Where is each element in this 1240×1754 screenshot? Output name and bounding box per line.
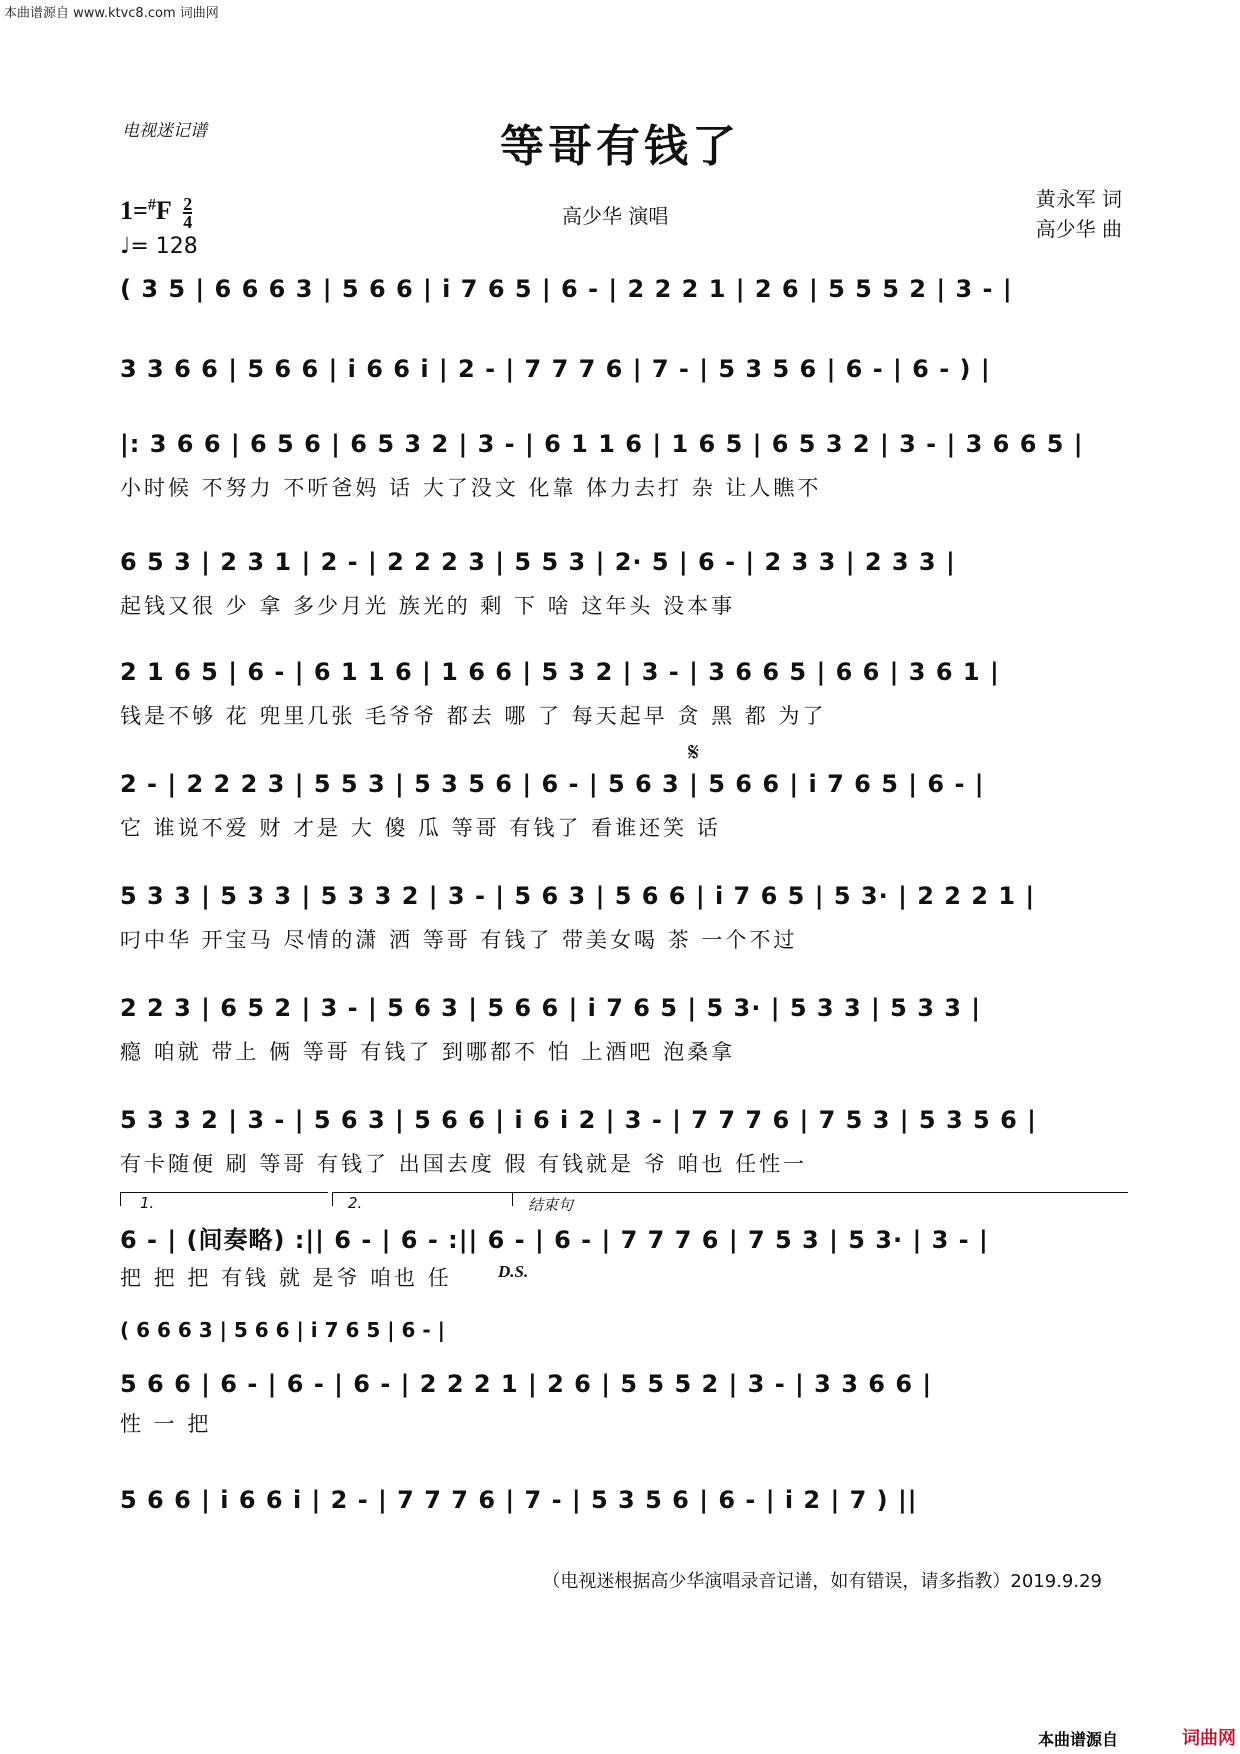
volta-2-bracket xyxy=(332,1192,512,1193)
bottom-watermark-logo: 词曲网 xyxy=(1182,1728,1236,1749)
credits-block xyxy=(1036,184,1122,244)
staff-row-12-notes: 5 6 6 | i 6 6 i | 2 - | 7 7 7 6 | 7 - | 5 3 5 6 | 6 - | i 2 | 7 ) || xyxy=(120,1486,918,1514)
staff-row-8-lyrics: 瘾 咱就 带上 俩 等哥 有钱了 到哪都不 怕 上酒吧 泡桑拿 xyxy=(120,1040,736,1064)
ending-left-edge xyxy=(512,1192,513,1206)
staff-row-9-lyrics: 有卡随便 刷 等哥 有钱了 出国去度 假 有钱就是 爷 咱也 任性一 xyxy=(120,1152,808,1176)
tempo-marking: ♩= 128 xyxy=(120,234,198,259)
staff-row-2-notes: 3 3 6 6 | 5 6 6 | i 6 6 i | 2 - | 7 7 7 6 | 7 - | 5 3 5 6 | 6 - | 6 - ) | xyxy=(120,355,991,383)
transcription-note: （电视迷根据高少华演唱录音记谱，如有错误，请多指教）2019.9.29 xyxy=(542,1571,1102,1592)
key-note: F xyxy=(155,196,171,225)
top-watermark: 本曲谱源自 www.ktvc8.com 词曲网 xyxy=(4,6,219,21)
time-signature xyxy=(183,194,193,233)
volta-2-label: 2. xyxy=(348,1194,363,1212)
staff-row-7-lyrics: 叼中华 开宝马 尽情的潇 洒 等哥 有钱了 带美女喝 茶 一个不过 xyxy=(120,928,798,952)
staff-row-11-lyrics: 性 一 把 xyxy=(120,1412,212,1436)
meter-bottom: 4 xyxy=(183,212,193,233)
ending-bracket xyxy=(512,1192,1128,1193)
staff-row-6-notes: 2 - | 2 2 2 3 | 5 5 3 | 5 3 5 6 | 6 - | 5 6 3 | 5 6 6 | i 7 6 5 | 6 - | xyxy=(120,770,985,798)
staff-row-3-notes: |: 3 6 6 | 6 5 6 | 6 5 3 2 | 3 - | 6 1 1 6 | 1 6 5 | 6 5 3 2 | 3 - | 3 6 6 5 | xyxy=(120,430,1084,458)
staff-row-6-lyrics: 它 谁说不爱 财 才是 大 傻 瓜 等哥 有钱了 看谁还笑 话 xyxy=(120,816,721,840)
staff-row-3-lyrics: 小时候 不努力 不听爸妈 话 大了没文 化靠 体力去打 杂 让人瞧不 xyxy=(120,476,822,500)
volta-1-left-edge xyxy=(120,1192,121,1206)
volta-1-label: 1. xyxy=(140,1194,155,1212)
sharp-sign: # xyxy=(147,196,156,214)
key-prefix: 1= xyxy=(120,196,148,225)
volta-2-left-edge xyxy=(332,1192,333,1206)
staff-row-7-notes: 5 3 3 | 5 3 3 | 5 3 3 2 | 3 - | 5 6 3 | 5 6 6 | i 7 6 5 | 5 3· | 2 2 2 1 | xyxy=(120,882,1036,910)
staff-row-1-notes: ( 3 5 | 6 6 6 3 | 5 6 6 | i 7 6 5 | 6 - | 2 2 2 1 | 2 6 | 5 5 5 2 | 3 - | xyxy=(120,275,1013,303)
meter-top: 2 xyxy=(183,194,193,215)
staff-row-11-notes: 5 6 6 | 6 - | 6 - | 6 - | 2 2 2 1 | 2 6 | 5 5 5 2 | 3 - | 3 3 6 6 | xyxy=(120,1370,933,1398)
staff-row-5-notes: 2 1 6 5 | 6 - | 6 1 1 6 | 1 6 6 | 5 3 2 | 3 - | 3 6 6 5 | 6 6 | 3 6 1 | xyxy=(120,658,1000,686)
segno-sign: 𝄋 xyxy=(688,738,700,768)
recorder-credit: 电视迷记谱 xyxy=(122,121,207,141)
staff-row-4-notes: 6 5 3 | 2 3 1 | 2 - | 2 2 2 3 | 5 5 3 | 2· 5 | 6 - | 2 3 3 | 2 3 3 | xyxy=(120,548,956,576)
staff-row-5-lyrics: 钱是不够 花 兜里几张 毛爷爷 都去 哪 了 每天起早 贪 黑 都 为了 xyxy=(120,704,827,728)
key-signature xyxy=(120,194,193,233)
staff-row-4-lyrics: 起钱又很 少 拿 多少月光 族光的 剩 下 啥 这年头 没本事 xyxy=(120,594,736,618)
lyricist-credit: 黄永军 词 xyxy=(1035,187,1122,211)
ending-label: 结束句 xyxy=(528,1196,574,1214)
singer-credit: 高少华 演唱 xyxy=(562,204,669,228)
staff-row-10-lyrics: 把 把 把 有钱 就 是爷 咱也 任 xyxy=(120,1266,452,1290)
interlude-upper-line: ( 6 6 6 3 | 5 6 6 | i 7 6 5 | 6 - | xyxy=(120,1318,445,1342)
song-title: 等哥有钱了 xyxy=(500,121,740,172)
composer-credit: 高少华 曲 xyxy=(1035,217,1122,241)
staff-row-10-notes: 6 - | (间奏略) :|| 6 - | 6 - :|| 6 - | 6 - | 7 7 7 6 | 7 5 3 | 5 3· | 3 - | xyxy=(120,1226,989,1254)
volta-1-bracket xyxy=(120,1192,328,1193)
staff-row-9-notes: 5 3 3 2 | 3 - | 5 6 3 | 5 6 6 | i 6 i 2 | 3 - | 7 7 7 6 | 7 5 3 | 5 3 5 6 | xyxy=(120,1106,1037,1134)
dal-segno-marking: D.S. xyxy=(498,1262,529,1281)
bottom-watermark-source: 本曲谱源自 xyxy=(1038,1730,1119,1749)
staff-row-8-notes: 2 2 3 | 6 5 2 | 3 - | 5 6 3 | 5 6 6 | i 7 6 5 | 5 3· | 5 3 3 | 5 3 3 | xyxy=(120,994,982,1022)
